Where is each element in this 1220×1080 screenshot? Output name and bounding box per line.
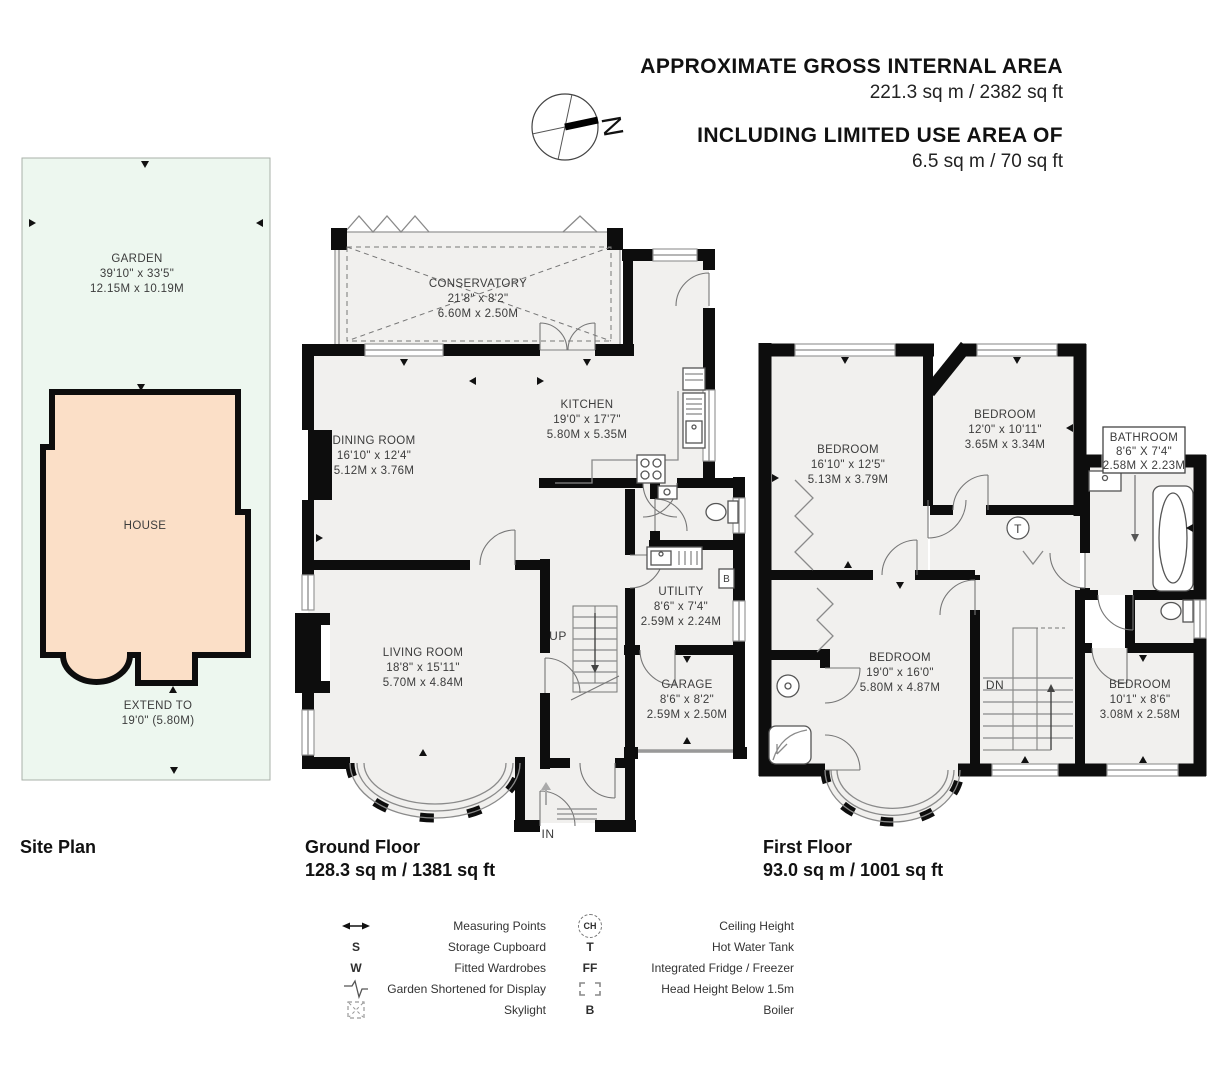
legend-label: Garden Shortened for Display bbox=[387, 981, 546, 996]
room-metric: 5.12M x 3.76M bbox=[333, 465, 415, 477]
legend-row-hot-water-tank bbox=[570, 938, 794, 955]
room-imperial: 18'8" x 15'11" bbox=[386, 662, 460, 674]
toilet bbox=[1161, 603, 1181, 620]
room-imperial: 19'0" x 17'7" bbox=[553, 414, 621, 426]
legend-row-fridge-freezer bbox=[570, 959, 794, 976]
room-name: DINING ROOM bbox=[332, 435, 416, 447]
room-imperial: 8'6" X 7'4" bbox=[1115, 446, 1173, 458]
legend-label: Fitted Wardrobes bbox=[454, 960, 546, 975]
legend-row-ceiling-height bbox=[570, 917, 794, 934]
fridge-freezer bbox=[683, 368, 705, 390]
compass-north-label: N bbox=[595, 113, 630, 139]
room-name: BEDROOM bbox=[869, 652, 931, 664]
site-plan bbox=[20, 152, 276, 797]
compass bbox=[518, 80, 658, 185]
header bbox=[640, 55, 1063, 173]
legend-left-column bbox=[336, 917, 546, 1018]
legend-label: Measuring Points bbox=[453, 918, 546, 933]
ground-floor-caption bbox=[305, 836, 495, 882]
house-label: HOUSE bbox=[123, 520, 167, 532]
site-plan-caption: Site Plan bbox=[20, 837, 97, 857]
ground-floor-fill bbox=[308, 232, 739, 823]
storage-cupboard-symbol: S bbox=[351, 939, 360, 954]
room-name: LIVING ROOM bbox=[382, 647, 464, 659]
ground-floor-plan bbox=[295, 213, 757, 845]
room-metric: 6.60M x 2.50M bbox=[437, 308, 519, 320]
fridge-freezer-symbol: FF bbox=[582, 960, 598, 975]
room-metric: 5.80M x 5.35M bbox=[546, 429, 628, 441]
legend-label: Boiler bbox=[763, 1002, 794, 1017]
legend-row-storage-cupboard bbox=[336, 938, 546, 955]
extend-line2: 19'0" (5.80M) bbox=[121, 715, 195, 727]
room-metric: 5.80M x 4.87M bbox=[859, 682, 941, 694]
legend-label: Integrated Fridge / Freezer bbox=[651, 960, 794, 975]
room-imperial: 8'6" x 8'2" bbox=[659, 694, 715, 706]
legend bbox=[336, 917, 794, 1018]
room-name: BEDROOM bbox=[974, 409, 1036, 421]
legend-row-fitted-wardrobes bbox=[336, 959, 546, 976]
room-name: GARAGE bbox=[661, 679, 713, 691]
room-metric: 2.59M x 2.50M bbox=[646, 709, 728, 721]
hot-water-tank bbox=[1007, 517, 1029, 539]
first-floor-name: First Floor bbox=[763, 837, 852, 857]
limited-area-value: 6.5 sq m / 70 sq ft bbox=[911, 151, 1063, 172]
first-floor-area: 93.0 sq m / 1001 sq ft bbox=[763, 860, 944, 880]
legend-label: Hot Water Tank bbox=[711, 939, 794, 954]
garden-imperial: 39'10" x 33'5" bbox=[99, 268, 175, 280]
legend-right-column bbox=[570, 917, 794, 1018]
room-name: BEDROOM bbox=[1109, 679, 1171, 691]
gross-area-title: APPROXIMATE GROSS INTERNAL AREA bbox=[640, 55, 1063, 78]
kitchen-sink bbox=[683, 393, 705, 448]
legend-row-garden-shortened bbox=[336, 980, 546, 997]
room-name: CONSERVATORY bbox=[428, 278, 528, 290]
hob bbox=[637, 455, 665, 483]
room-metric: 5.70M x 4.84M bbox=[382, 677, 464, 689]
first-floor-plan bbox=[755, 338, 1217, 843]
entrance-label: IN bbox=[541, 827, 555, 841]
room-imperial: 12'0" x 10'11" bbox=[968, 424, 1042, 436]
legend-label: Storage Cupboard bbox=[447, 939, 546, 954]
first-floor-caption bbox=[763, 836, 943, 882]
extend-line1: EXTEND TO bbox=[123, 700, 193, 712]
room-metric: 3.65M x 3.34M bbox=[964, 439, 1046, 451]
house-footprint bbox=[43, 392, 248, 683]
limited-area-title: INCLUDING LIMITED USE AREA OF bbox=[697, 124, 1063, 147]
ground-floor-area: 128.3 sq m / 1381 sq ft bbox=[305, 860, 496, 880]
room-imperial: 8'6" x 7'4" bbox=[653, 601, 709, 613]
room-metric: 2.59M x 2.24M bbox=[640, 616, 722, 628]
stairs-down-label: DN bbox=[985, 678, 1005, 692]
ceiling-height-icon: CH bbox=[570, 914, 610, 938]
wc-sink bbox=[658, 486, 677, 499]
legend-label: Skylight bbox=[503, 1002, 546, 1017]
room-imperial: 10'1" x 8'6" bbox=[1109, 694, 1171, 706]
tank-label: T bbox=[1014, 522, 1022, 536]
legend-label: Ceiling Height bbox=[719, 918, 794, 933]
shower bbox=[769, 726, 811, 764]
fitted-wardrobes-symbol: W bbox=[350, 960, 362, 975]
gross-area-value: 221.3 sq m / 2382 sq ft bbox=[869, 82, 1063, 103]
legend-row-boiler bbox=[570, 1001, 794, 1018]
room-metric: 3.08M x 2.58M bbox=[1099, 709, 1181, 721]
stairs-up-label: UP bbox=[549, 629, 567, 643]
room-name: BEDROOM bbox=[817, 444, 879, 456]
ground-floor-name: Ground Floor bbox=[305, 837, 420, 857]
legend-row-skylight bbox=[336, 1001, 546, 1018]
room-metric: 2.58M X 2.23M bbox=[1102, 460, 1186, 472]
legend-row-head-height bbox=[570, 980, 794, 997]
room-metric: 5.13M x 3.79M bbox=[807, 474, 889, 486]
room-name: BATHROOM bbox=[1109, 432, 1179, 444]
compass-needle bbox=[565, 120, 598, 127]
room-name: UTILITY bbox=[658, 586, 704, 598]
room-name: KITCHEN bbox=[560, 399, 614, 411]
room-imperial: 19'0" x 16'0" bbox=[866, 667, 934, 679]
garden-name: GARDEN bbox=[111, 253, 163, 265]
garden-metric: 12.15M x 10.19M bbox=[89, 283, 185, 295]
boiler bbox=[719, 569, 734, 588]
room-imperial: 16'10" x 12'4" bbox=[336, 450, 412, 462]
room-imperial: 21'8" x 8'2" bbox=[447, 293, 509, 305]
boiler-label: B bbox=[723, 574, 730, 585]
legend-label: Head Height Below 1.5m bbox=[661, 981, 794, 996]
boiler-symbol: B bbox=[585, 1002, 595, 1017]
legend-row-measuring-points bbox=[336, 917, 546, 934]
hot-water-tank-symbol: T bbox=[586, 939, 594, 954]
room-imperial: 16'10" x 12'5" bbox=[810, 459, 886, 471]
